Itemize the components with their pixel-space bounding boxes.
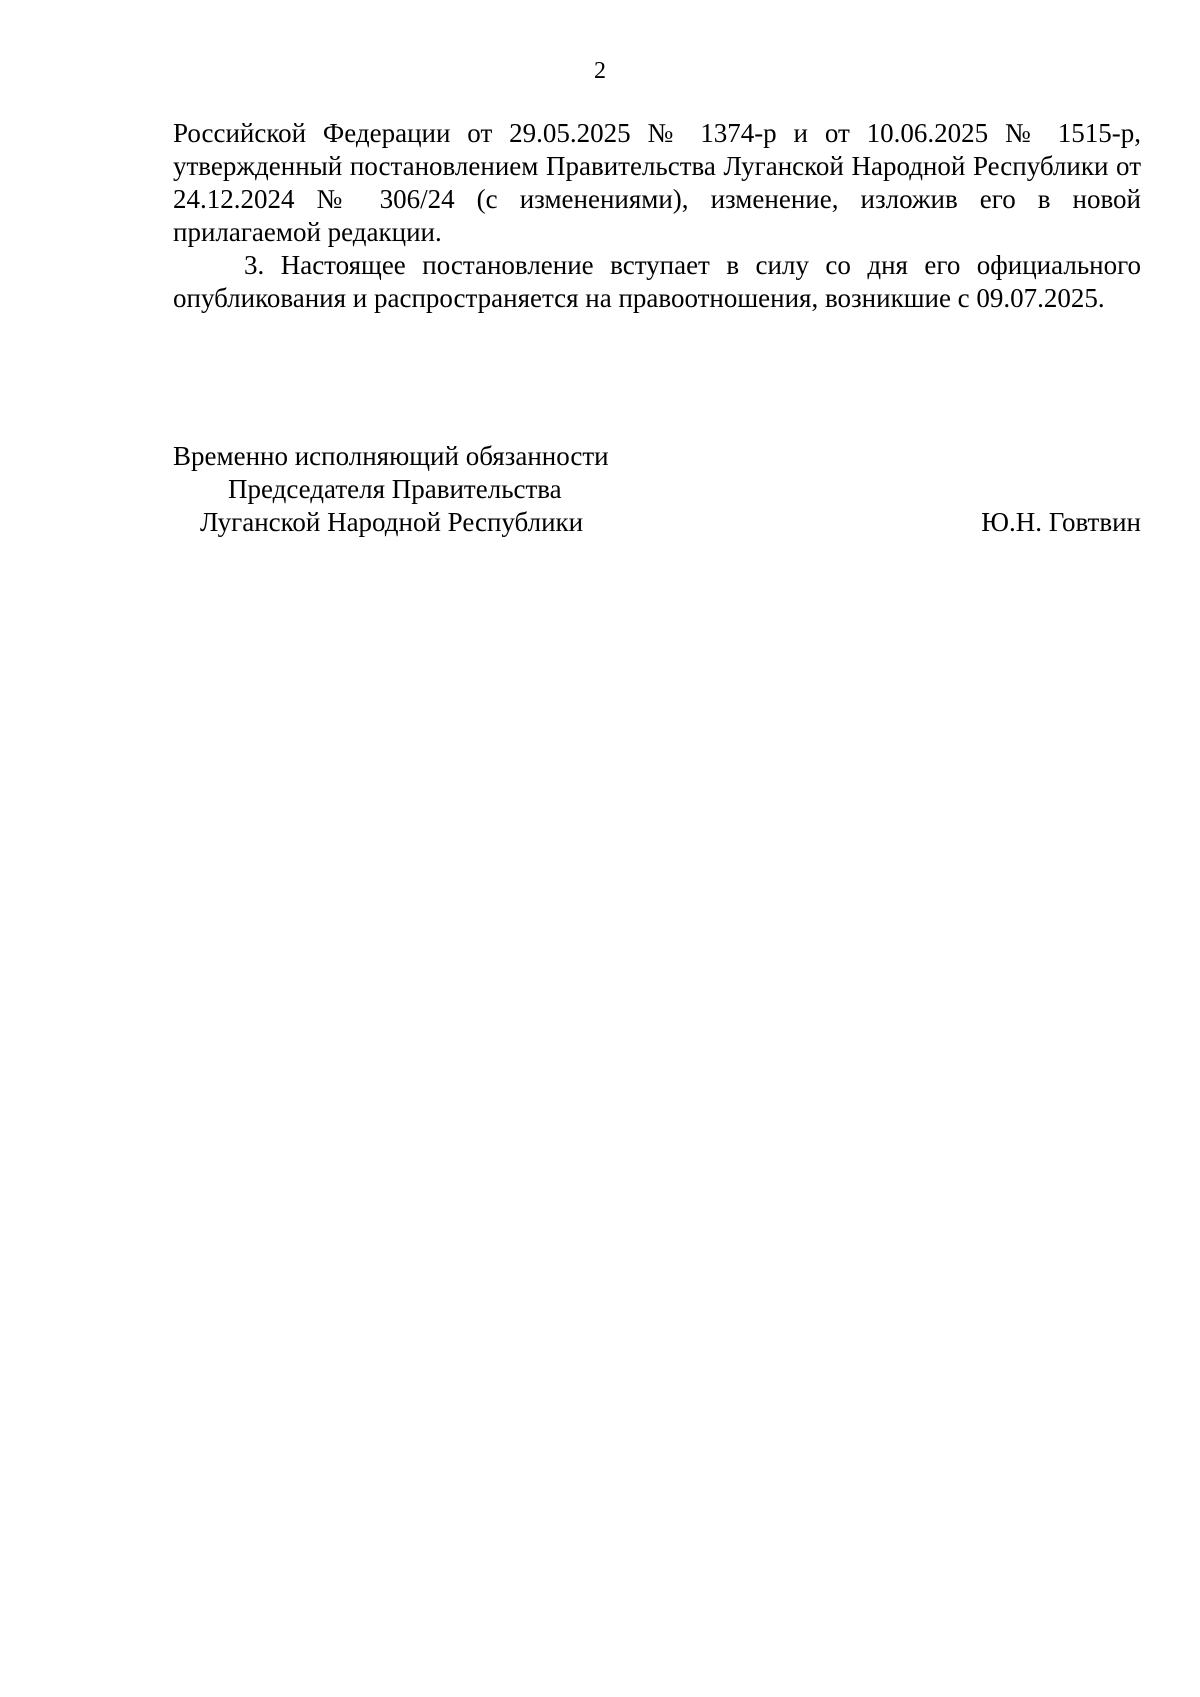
document-body [173, 117, 1141, 315]
signatory-title-line-2: Председателя Правительства [228, 474, 562, 504]
signatory-name: Ю.Н. Говтвин [981, 507, 1141, 537]
signatory-title-line-1: Временно исполняющий обязанности [173, 441, 609, 471]
signatory-title-line-3: Луганской Народной Республики [200, 507, 584, 537]
paragraph-3: 3. Настоящее постановление вступает в силу со дня его официального опубликования и распространяется на правоотношения, возникшие с 09.07.2025. [173, 250, 1141, 313]
signature-block [173, 440, 1141, 539]
paragraph-continuation: Российской Федерации от 29.05.2025 № 1374-р и от 10.06.2025 № 1515-р, утвержденный постановлением Правительства Луганской Народной Республики от 24.12.2024 № 306/24 (с изменениями), изменение, изложив его в новой прилагаемой редакции. [173, 118, 1141, 247]
page-number: 2 [594, 58, 606, 84]
